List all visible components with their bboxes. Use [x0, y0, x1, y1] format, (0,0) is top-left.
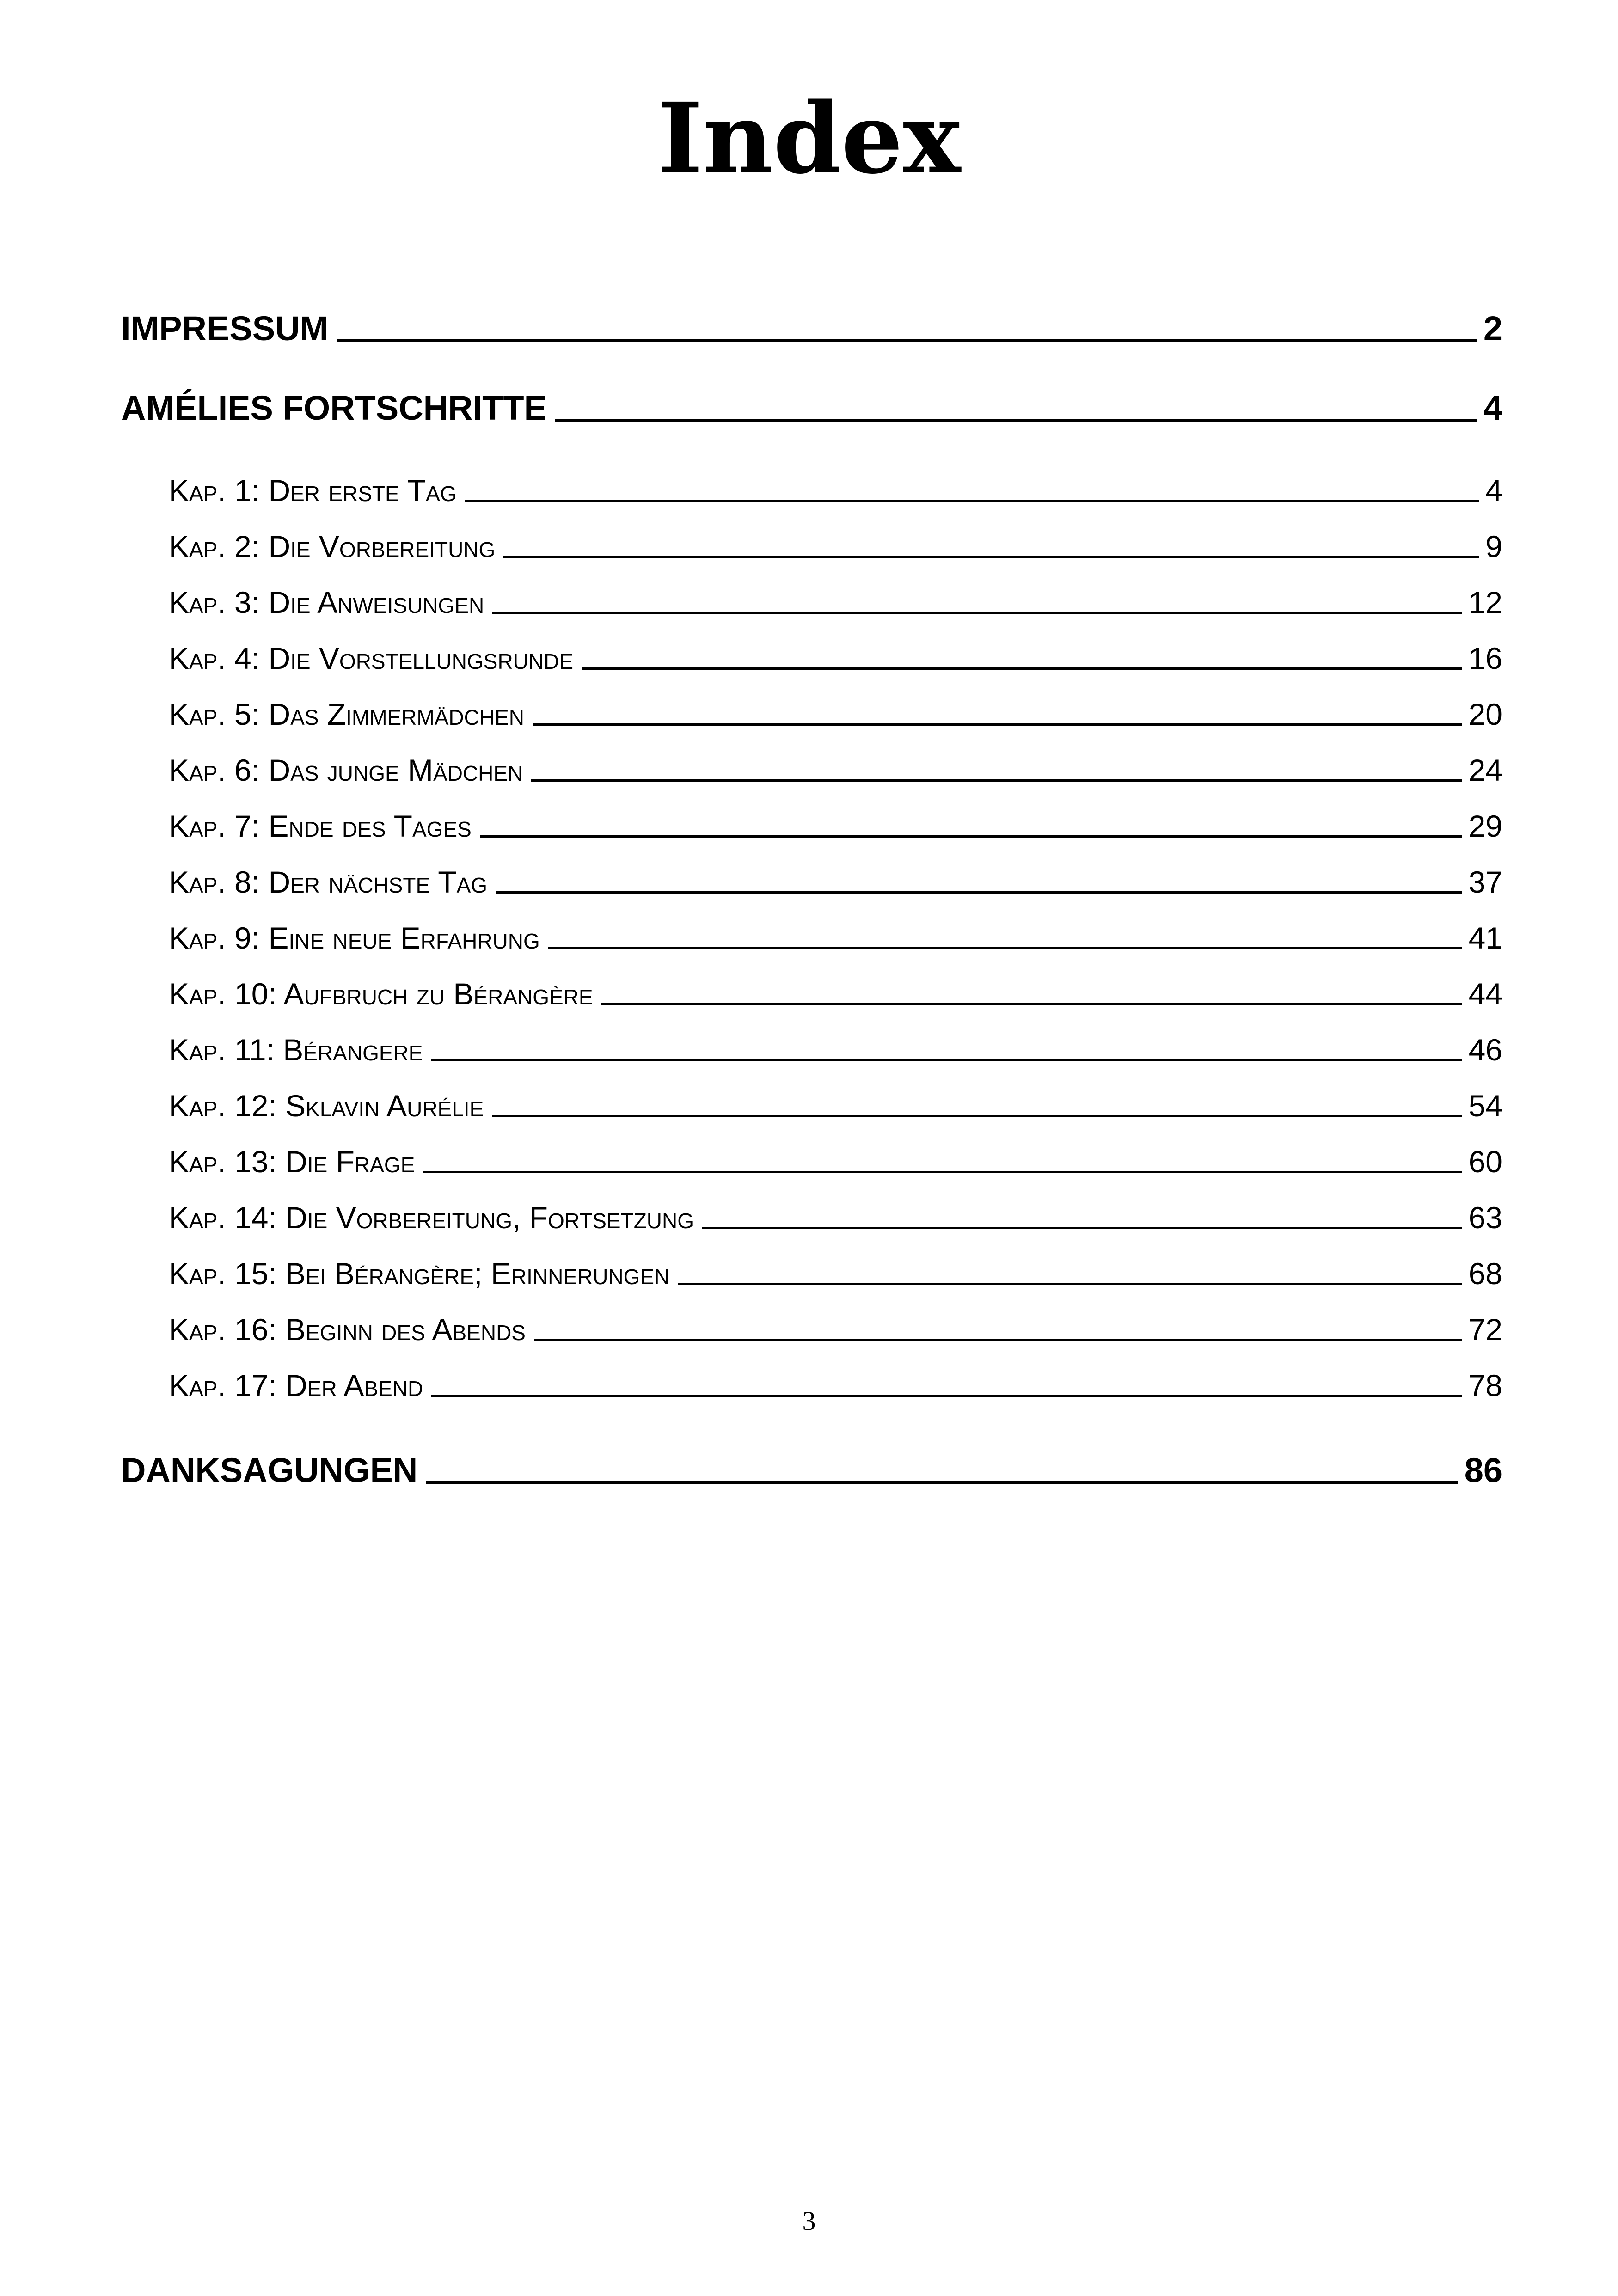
- toc-entry-page: 29: [1468, 809, 1502, 843]
- toc-entry-amelies-fortschritte[interactable]: [121, 380, 1502, 426]
- toc-leader-line: [555, 419, 1477, 422]
- page-number: 3: [802, 2206, 816, 2236]
- toc-entry-title-text: Kap. 9: Eine neue Erfahrung: [169, 921, 540, 955]
- page-title: Index: [657, 81, 961, 196]
- toc-entry-title: [169, 531, 495, 563]
- toc-entry-title: DANKSAGUNGEN: [121, 1451, 418, 1489]
- toc-entry-title: [169, 811, 472, 842]
- toc-leader-line: [431, 1059, 1462, 1061]
- toc-entry-title: [169, 699, 524, 730]
- toc-entry-page: 78: [1468, 1368, 1502, 1402]
- toc-entry-title: [169, 867, 487, 898]
- toc-entry-page: 72: [1468, 1312, 1502, 1347]
- toc-entry-page: 16: [1468, 641, 1502, 675]
- toc-entry-chapter-8[interactable]: [169, 854, 1502, 898]
- toc-entry-title: [169, 1258, 669, 1290]
- toc-leader-line: [678, 1283, 1462, 1285]
- toc-leader-line: [601, 1003, 1462, 1005]
- toc-entry-page: 86: [1464, 1451, 1502, 1489]
- toc-entry-chapter-13[interactable]: [169, 1133, 1502, 1178]
- toc-leader-line: [480, 835, 1462, 838]
- toc-entry-title-text: Kap. 16: Beginn des Abends: [169, 1312, 526, 1347]
- toc-entry-chapter-16[interactable]: [169, 1301, 1502, 1346]
- toc-entry-title: [169, 1314, 526, 1346]
- toc-entry-chapter-12[interactable]: [169, 1078, 1502, 1122]
- toc-entry-page: 4: [1485, 473, 1502, 508]
- toc-leader-line: [337, 339, 1477, 342]
- toc-leader-line: [582, 667, 1462, 670]
- toc-entry-title: [169, 587, 484, 618]
- toc-entry-title: [169, 1035, 423, 1066]
- toc-entry-page: 54: [1468, 1089, 1502, 1123]
- toc-entry-page: 20: [1468, 697, 1502, 731]
- toc-entry-page: 37: [1468, 865, 1502, 899]
- toc-entry-title-text: Kap. 7: Ende des Tages: [169, 809, 472, 843]
- toc-entry-title-text: Kap. 6: Das junge Mädchen: [169, 753, 523, 787]
- toc-leader-line: [492, 1115, 1462, 1117]
- toc-entry-title: [169, 475, 457, 507]
- toc-entry-title-text: Kap. 11: Bérangere: [169, 1033, 423, 1067]
- toc-entry-page: 24: [1468, 753, 1502, 787]
- toc-entry-title-text: Kap. 4: Die Vorstellungsrunde: [169, 641, 574, 675]
- toc-entry-page: 63: [1468, 1200, 1502, 1235]
- toc-entry-chapter-10[interactable]: [169, 966, 1502, 1010]
- toc-entry-chapter-11[interactable]: [169, 1022, 1502, 1066]
- toc-entry-page: 46: [1468, 1033, 1502, 1067]
- toc-entry-page: 4: [1483, 389, 1502, 427]
- toc-entry-chapter-1[interactable]: [169, 462, 1502, 507]
- toc-entry-chapter-15[interactable]: [169, 1245, 1502, 1290]
- toc-entry-page: 68: [1468, 1256, 1502, 1291]
- toc-entry-page: 60: [1468, 1145, 1502, 1179]
- toc-entry-chapter-3[interactable]: [169, 574, 1502, 618]
- toc-entry-title: [169, 923, 540, 954]
- toc-entry-title: [169, 1202, 694, 1234]
- toc-entry-title: [169, 755, 523, 786]
- toc-entry-title-text: Kap. 8: Der nächste Tag: [169, 865, 488, 899]
- toc-entry-title-text: Kap. 2: Die Vorbereitung: [169, 529, 496, 563]
- toc-leader-line: [548, 947, 1462, 949]
- toc-entry-title-text: Kap. 17: Der Abend: [169, 1368, 423, 1402]
- toc-entry-title: IMPRESSUM: [121, 309, 329, 348]
- toc-entry-chapter-7[interactable]: [169, 798, 1502, 842]
- toc-entry-title-text: Kap. 15: Bei Bérangère; Erinnerungen: [169, 1256, 670, 1291]
- toc-entry-title: [169, 1370, 423, 1402]
- toc-entry-title-text: Kap. 13: Die Frage: [169, 1145, 415, 1179]
- toc-leader-line: [496, 891, 1462, 894]
- toc-entry-chapter-14[interactable]: [169, 1189, 1502, 1234]
- toc-entry-chapter-9[interactable]: [169, 910, 1502, 954]
- toc-entry-page: 12: [1468, 585, 1502, 619]
- toc-entry-title-text: Kap. 3: Die Anweisungen: [169, 585, 484, 619]
- toc-entry-impressum[interactable]: [121, 300, 1502, 347]
- toc-entry-title-text: Kap. 10: Aufbruch zu Bérangère: [169, 977, 593, 1011]
- toc-leader-line: [533, 723, 1462, 726]
- toc-entry-chapter-17[interactable]: [169, 1357, 1502, 1402]
- toc-leader-line: [503, 556, 1479, 558]
- toc-entry-danksagungen[interactable]: [121, 1442, 1502, 1488]
- toc-entry-chapter-2[interactable]: [169, 518, 1502, 563]
- toc-entry-title-text: Kap. 1: Der erste Tag: [169, 473, 457, 508]
- toc-entry-chapter-4[interactable]: [169, 630, 1502, 674]
- toc-entry-page: 9: [1485, 529, 1502, 563]
- toc-leader-line: [423, 1171, 1462, 1173]
- toc-leader-line: [431, 1395, 1462, 1397]
- toc-leader-line: [426, 1481, 1458, 1484]
- toc-entry-title: [169, 979, 593, 1010]
- toc-leader-line: [702, 1227, 1462, 1229]
- toc-entry-title-text: Kap. 14: Die Vorbereitung, Fortsetzung: [169, 1200, 694, 1235]
- toc-entry-page: 41: [1468, 921, 1502, 955]
- toc-entry-title: [169, 1146, 415, 1178]
- toc-entry-chapter-6[interactable]: [169, 742, 1502, 786]
- toc-leader-line: [534, 1339, 1462, 1341]
- toc-entry-title: [169, 1090, 484, 1122]
- toc-entry-page: 44: [1468, 977, 1502, 1011]
- toc-entry-title: AMÉLIES FORTSCHRITTE: [121, 389, 547, 427]
- toc-entry-page: 2: [1483, 309, 1502, 348]
- toc-entry-title-text: Kap. 5: Das Zimmermädchen: [169, 697, 524, 731]
- toc-leader-line: [531, 779, 1462, 782]
- toc-entry-title-text: Kap. 12: Sklavin Aurélie: [169, 1089, 484, 1123]
- toc-entry-chapter-5[interactable]: [169, 686, 1502, 730]
- toc-leader-line: [492, 612, 1462, 614]
- toc-leader-line: [465, 500, 1479, 502]
- toc-entry-title: [169, 643, 573, 674]
